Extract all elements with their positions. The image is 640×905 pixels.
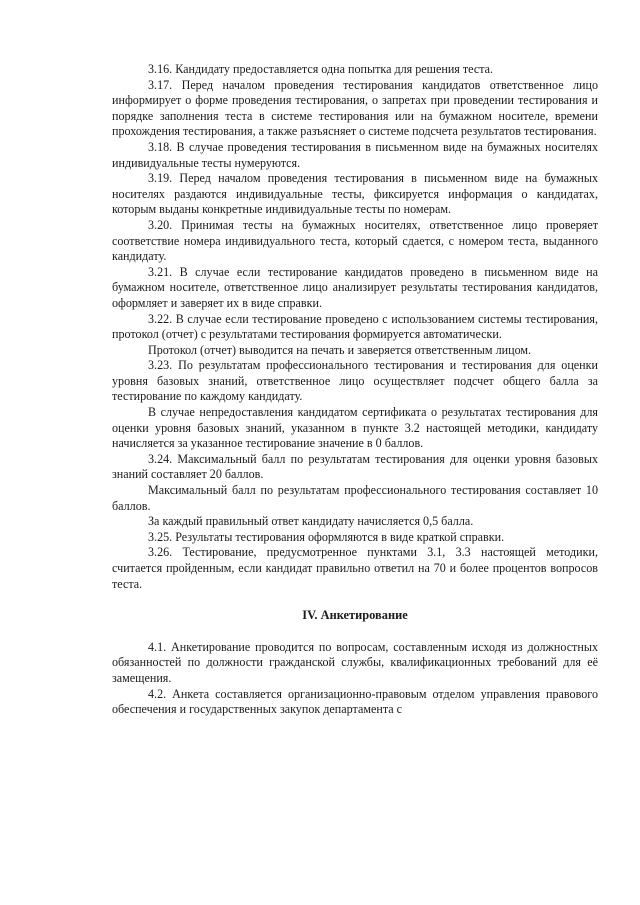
paragraph-3-26: 3.26. Тестирование, предусмотренное пунктами 3.1, 3.3 настоящей методики, считается пройденным, если кандидат правильно ответил на 70 и более процентов вопросов теста. <box>112 545 598 591</box>
paragraph-3-21: 3.21. В случае если тестирование кандидатов проведено в письменном виде на бумажном носителе, ответственное лицо анализирует результаты тестирования кандидатов, оформляет и заверяет их в виде справки. <box>112 264 598 310</box>
paragraph-3-22-protocol: Протокол (отчет) выводится на печать и заверяется ответственным лицом. <box>148 342 532 357</box>
paragraph-3-24-professional: Максимальный балл по результатам профессионального тестирования составляет 10 баллов. <box>112 483 598 513</box>
paragraph-4-1: 4.1. Анкетирование проводится по вопросам, составленным исходя из должностных обязанностей по должности гражданской службы, квалификационных требований для её замещения. <box>112 639 598 685</box>
paragraph-3-25: 3.25. Результаты тестирования оформляются в виде краткой справки. <box>148 529 505 544</box>
paragraph-3-20: 3.20. Принимая тесты на бумажных носителях, ответственное лицо проверяет соответствие номера индивидуального теста, который сдается, с номером теста, выданного кандидату. <box>112 217 598 264</box>
document-body <box>112 62 598 718</box>
paragraph-3-24-per-answer: За каждый правильный ответ кандидату начисляется 0,5 балла. <box>148 514 474 529</box>
paragraph-3-16: 3.16. Кандидату предоставляется одна попытка для решения теста. <box>148 62 494 76</box>
paragraph-4-2: 4.2. Анкета составляется организационно-правовым отделом управления правового обеспечения и государственных закупок департамента с <box>112 686 598 717</box>
paragraph-3-24: 3.24. Максимальный балл по результатам тестирования для оценки уровня базовых знаний составляет 20 баллов. <box>112 451 598 482</box>
paragraph-3-23: 3.23. По результатам профессионального тестирования и тестирования для оценки уровня базовых знаний, ответственное лицо осуществляет подсчет общего балла за тестирование по каждому кандидату. <box>112 358 598 404</box>
paragraph-3-22: 3.22. В случае если тестирование проведено с использованием системы тестирования, протокол (отчет) с результатами тестирования формируется автоматически. <box>112 311 598 342</box>
paragraph-3-17: 3.17. Перед началом проведения тестирования кандидатов ответственное лицо информирует о форме проведения тестирования, о запретах при проведении тестирования и порядке заполнения теста в системе тестирования или на бумажном носителе, времени прохождения тестирования, а также разъясняет о системе подсчета результатов тестирования. <box>112 77 598 139</box>
section-heading: IV. Анкетирование <box>302 608 408 623</box>
paragraph-3-18: 3.18. В случае проведения тестирования в письменном виде на бумажных носителях индивидуальные тесты нумеруются. <box>112 139 598 170</box>
paragraph-3-19: 3.19. Перед началом проведения тестирования в письменном виде на бумажных носителях раздаются индивидуальные тесты, фиксируется информация о кандидатах, которым выданы конкретные индивидуальные тесты по номерам. <box>112 171 598 217</box>
paragraph-3-23-certificate: В случае непредоставления кандидатом сертификата о результатах тестирования для оценки уровня базовых знаний, указанном в пункте 3.2 настоящей методики, кандидату начисляется за указанное тестирование значение в 0 баллов. <box>112 405 598 451</box>
